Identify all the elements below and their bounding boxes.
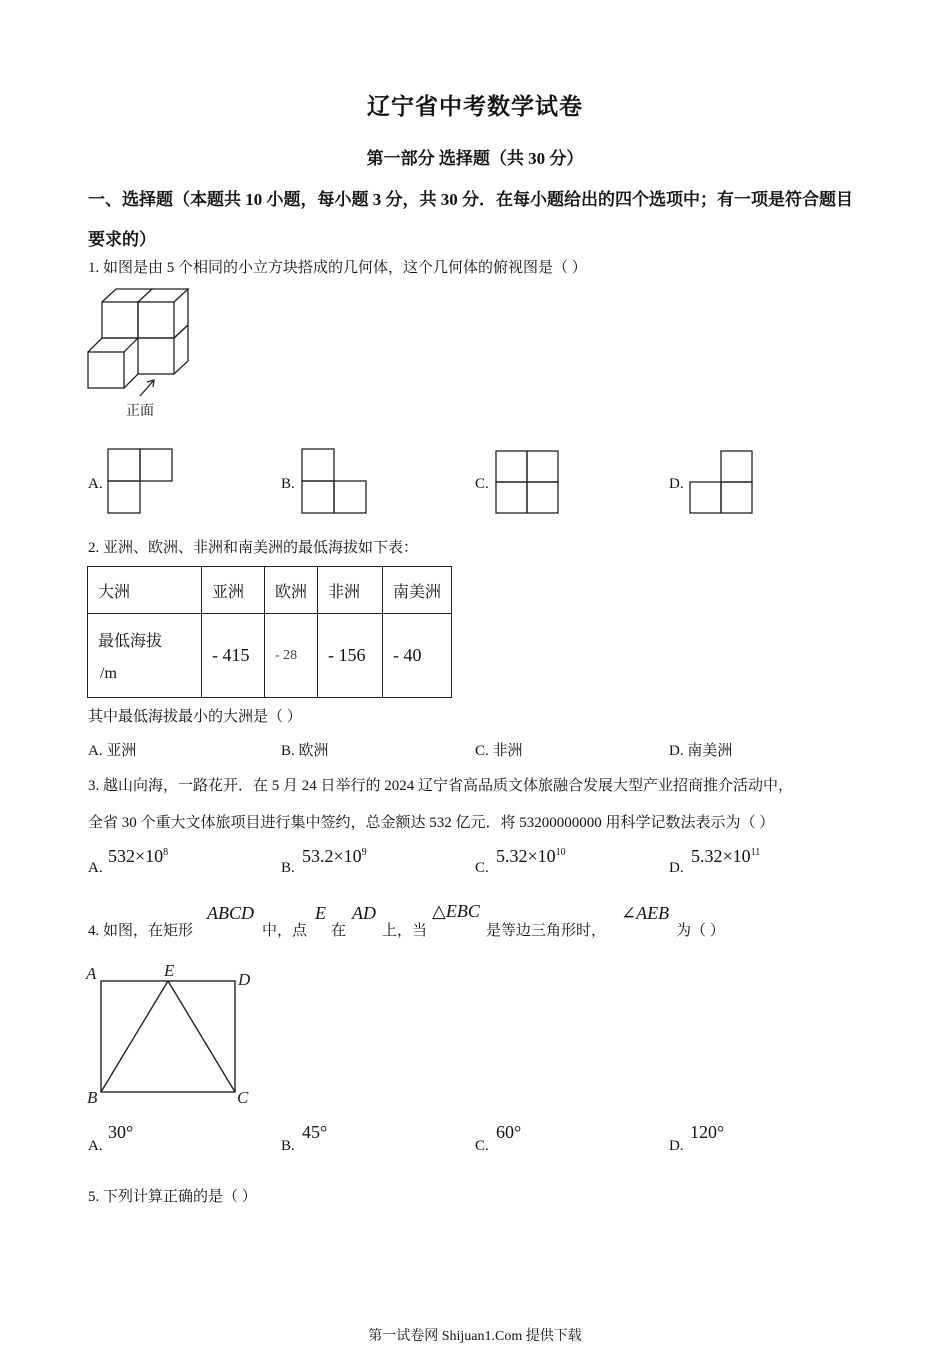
q1-option-c-label: C.	[475, 476, 489, 492]
exponent: 11	[750, 847, 761, 858]
q4-text-1: 4. 如图，在矩形	[88, 923, 194, 939]
question-3-line1: 3. 越山向海，一路花开．在 5 月 24 日举行的 2024 辽宁省高品质文体旅融合发展大型产业招商推介活动中，	[88, 778, 794, 794]
exponent: 9	[361, 847, 367, 858]
question-1-text: 1. 如图是由 5 个相同的小立方块搭成的几何体，这个几何体的俯视图是（ ）	[88, 260, 587, 276]
question-2-text: 2. 亚洲、欧洲、非洲和南美洲的最低海拔如下表：	[88, 540, 419, 556]
q4-rectangle-figure	[84, 958, 264, 1110]
exponent: 8	[163, 847, 169, 858]
q1-option-c-figure	[494, 449, 562, 515]
q1-option-d-figure	[688, 449, 756, 515]
q4-text-4: 上，当	[382, 923, 428, 939]
q4-math-e: E	[315, 903, 326, 923]
point-label-a: A	[86, 964, 97, 983]
section-subtitle: 第一部分 选择题（共 30 分）	[366, 149, 584, 168]
q4-option-a-value: 30°	[108, 1122, 134, 1142]
q4-option-a-label: A.	[88, 1138, 103, 1154]
row-label-line2: /m	[100, 665, 117, 682]
q3-option-b-label: B.	[281, 860, 295, 876]
q4-option-c-label: C.	[475, 1138, 489, 1154]
q4-math-ad: AD	[352, 903, 376, 923]
q4-math-triangle: △EBC	[432, 901, 480, 921]
q1-option-d-label: D.	[669, 476, 684, 492]
page-footer: 第一试卷网 Shijuan1.Com 提供下载	[368, 1329, 582, 1344]
q1-option-b-figure	[300, 447, 370, 515]
q4-math-angle: ∠AEB	[621, 903, 670, 923]
point-label-e: E	[164, 961, 175, 980]
q4-math-abcd: ABCD	[207, 903, 254, 923]
page-title: 辽宁省中考数学试卷	[367, 94, 583, 119]
q4-text-3: 在	[331, 923, 347, 939]
q1-option-a-label: A.	[88, 476, 103, 492]
table-row	[88, 614, 452, 698]
mantissa: 53.2	[302, 846, 334, 866]
q3-option-d-label: D.	[669, 860, 684, 876]
q4-text-5: 是等边三角形时，	[486, 923, 607, 939]
q4-option-b-value: 45°	[302, 1122, 328, 1142]
question-2-after: 其中最低海拔最小的大洲是（ ）	[88, 709, 302, 725]
point-label-d: D	[238, 970, 251, 989]
point-label-b: B	[87, 1088, 98, 1107]
table-header-cell: 大洲	[88, 567, 202, 614]
altitude-table	[87, 566, 452, 698]
table-cell: - 156	[318, 614, 383, 698]
table-header-row	[88, 567, 452, 614]
table-header-cell: 南美洲	[383, 567, 452, 614]
front-label: 正面	[126, 404, 154, 419]
q2-option-d: D. 南美洲	[669, 743, 733, 759]
q4-option-d-label: D.	[669, 1138, 684, 1154]
q3-option-a-label: A.	[88, 860, 103, 876]
q4-option-d-value: 120°	[690, 1122, 725, 1142]
q4-text-6: 为（ ）	[676, 923, 725, 939]
mantissa: 5.32	[691, 846, 723, 866]
table-header-cell: 欧洲	[265, 567, 318, 614]
mantissa: 532	[108, 846, 135, 866]
table-cell: - 28	[265, 614, 318, 698]
q2-option-b: B. 欧洲	[281, 743, 329, 759]
row-label-line1: 最低海拔	[98, 633, 163, 650]
q3-option-c-value: $5.32\times 10^{10}$	[496, 846, 566, 866]
q3-option-c-label: C.	[475, 860, 489, 876]
row-label-cell	[88, 614, 202, 698]
q1-option-a-figure	[106, 447, 176, 515]
table-header-cell: 亚洲	[202, 567, 265, 614]
exponent: 10	[555, 847, 566, 858]
q1-option-b-label: B.	[281, 476, 295, 492]
section-heading: 一、选择题（本题共 10 小题，每小题 3 分，共 30 分．在每小题给出的四个选项中；有一项是符合题目要求的）	[88, 190, 853, 249]
q2-option-a: A. 亚洲	[88, 743, 137, 759]
point-label-c: C	[237, 1088, 249, 1107]
table-header-cell: 非洲	[318, 567, 383, 614]
question-5-text: 5. 下列计算正确的是（ ）	[88, 1189, 257, 1205]
q4-option-b-label: B.	[281, 1138, 295, 1154]
mantissa: 5.32	[496, 846, 528, 866]
q3-option-a-value: $532\times 10^8$	[108, 846, 169, 866]
q2-option-c: C. 非洲	[475, 743, 523, 759]
table-cell: - 40	[383, 614, 452, 698]
question-3-line2: 全省 30 个重大文体旅项目进行集中签约，总金额达 532 亿元．将 53200000000 用科学记数法表示为（ ）	[88, 815, 775, 831]
q3-option-b-value: $53.2\times 10^9$	[302, 846, 367, 866]
q3-option-d-value: $5.32\times 10^{11}$	[691, 846, 761, 866]
q4-option-c-value: 60°	[496, 1122, 522, 1142]
q4-text-2: 中，点	[262, 923, 308, 939]
table-cell: - 415	[202, 614, 265, 698]
